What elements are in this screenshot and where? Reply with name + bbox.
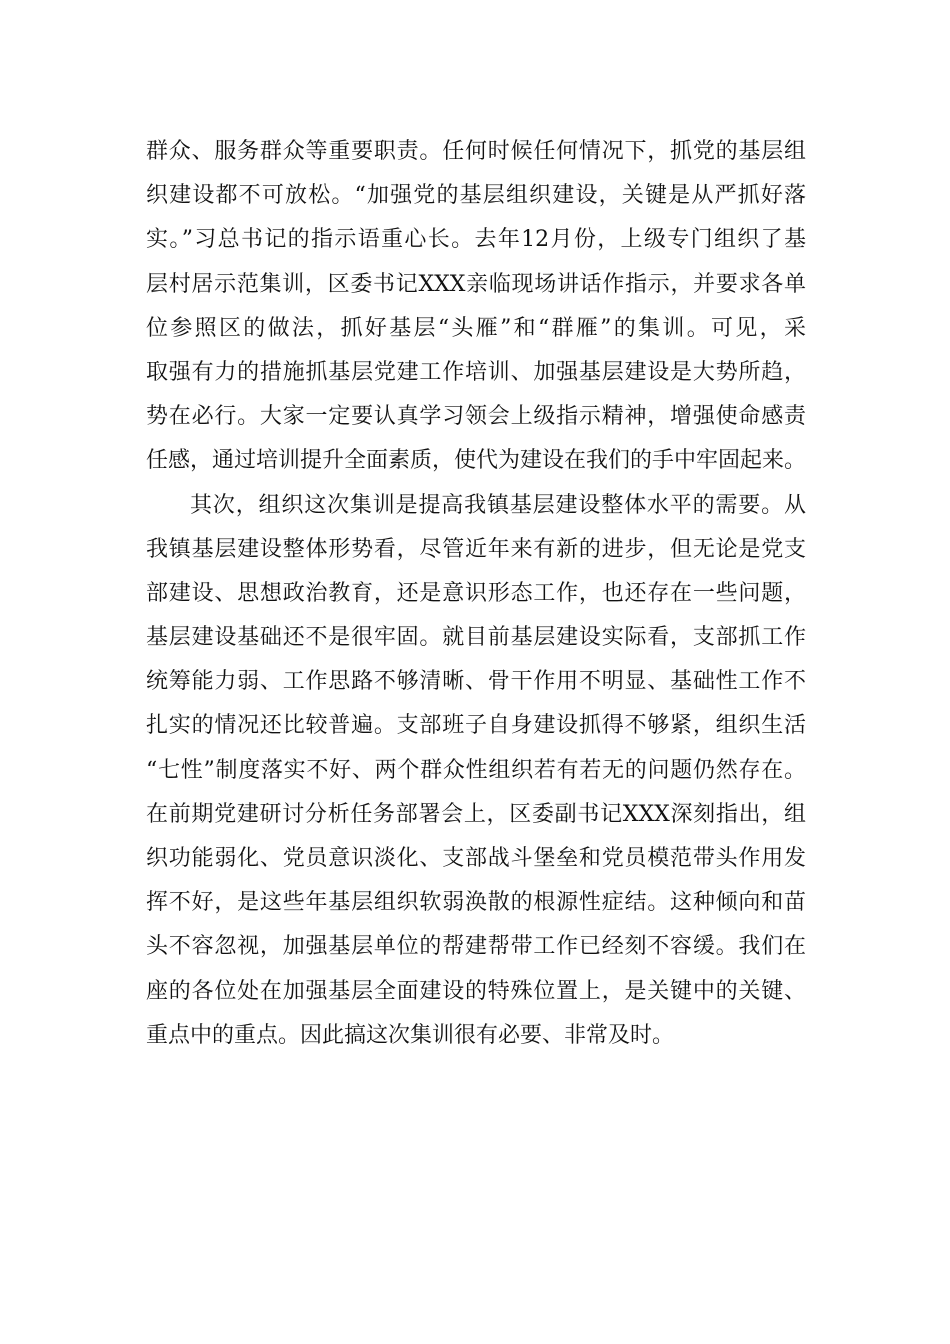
text-line: 位参照区的做法，抓好基层“头雁”和“群雁”的集训。可见，采 (146, 315, 806, 341)
text-line: 织功能弱化、党员意识淡化、支部战斗堡垒和党员模范带头作用发 (146, 846, 806, 871)
text-line: 织建设都不可放松。“加强党的基层组织建设，关键是从严抓好落 (146, 183, 806, 209)
text-line: 在前期党建研讨分析任务部署会上，区委副书记XXX深刻指出，组 (146, 801, 806, 827)
text-line: 实。”习总书记的指示语重心长。去年12月份，上级专门组织了基 (146, 227, 806, 253)
text-line: 我镇基层建设整体形势看，尽管近年来有新的进步，但无论是党支 (146, 536, 806, 562)
text-line: 势在必行。大家一定要认真学习领会上级指示精神，增强使命感责 (146, 404, 806, 430)
text-line: 统筹能力弱、工作思路不够清晰、骨干作用不明显、基础性工作不 (146, 669, 806, 695)
text-line: 座的各位处在加强基层全面建设的特殊位置上，是关键中的关键、 (146, 978, 806, 1004)
text-line: 任感，通过培训提升全面素质，使代为建设在我们的手中牢固起来。 (146, 448, 807, 474)
text-line: 基层建设基础还不是很牢固。就目前基层建设实际看，支部抓工作 (146, 625, 806, 651)
text-line: 群众、服务群众等重要职责。任何时候任何情况下，抓党的基层组 (146, 139, 806, 164)
text-line: 部建设、思想政治教育，还是意识形态工作，也还存在一些问题， (146, 580, 806, 606)
text-line: “七性”制度落实不好、两个群众性组织若有若无的问题仍然存在。 (146, 757, 806, 783)
paragraph-2 (146, 484, 806, 1058)
paragraph-1 (146, 130, 806, 484)
text-line: 层村居示范集训，区委书记XXX亲临现场讲话作指示，并要求各单 (146, 271, 806, 297)
text-line: 头不容忽视，加强基层单位的帮建帮带工作已经刻不容缓。我们在 (146, 934, 806, 960)
text-line: 取强有力的措施抓基层党建工作培训、加强基层建设是大势所趋， (146, 359, 806, 385)
text-line: 扎实的情况还比较普遍。支部班子自身建设抓得不够紧，组织生活 (146, 713, 806, 739)
body-text (146, 130, 806, 1058)
text-line: 挥不好，是这些年基层组织软弱涣散的根源性症结。这种倾向和苗 (146, 890, 806, 916)
text-line: 重点中的重点。因此搞这次集训很有必要、非常及时。 (146, 1022, 675, 1048)
text-line: 其次，组织这次集训是提高我镇基层建设整体水平的需要。从 (190, 492, 806, 518)
